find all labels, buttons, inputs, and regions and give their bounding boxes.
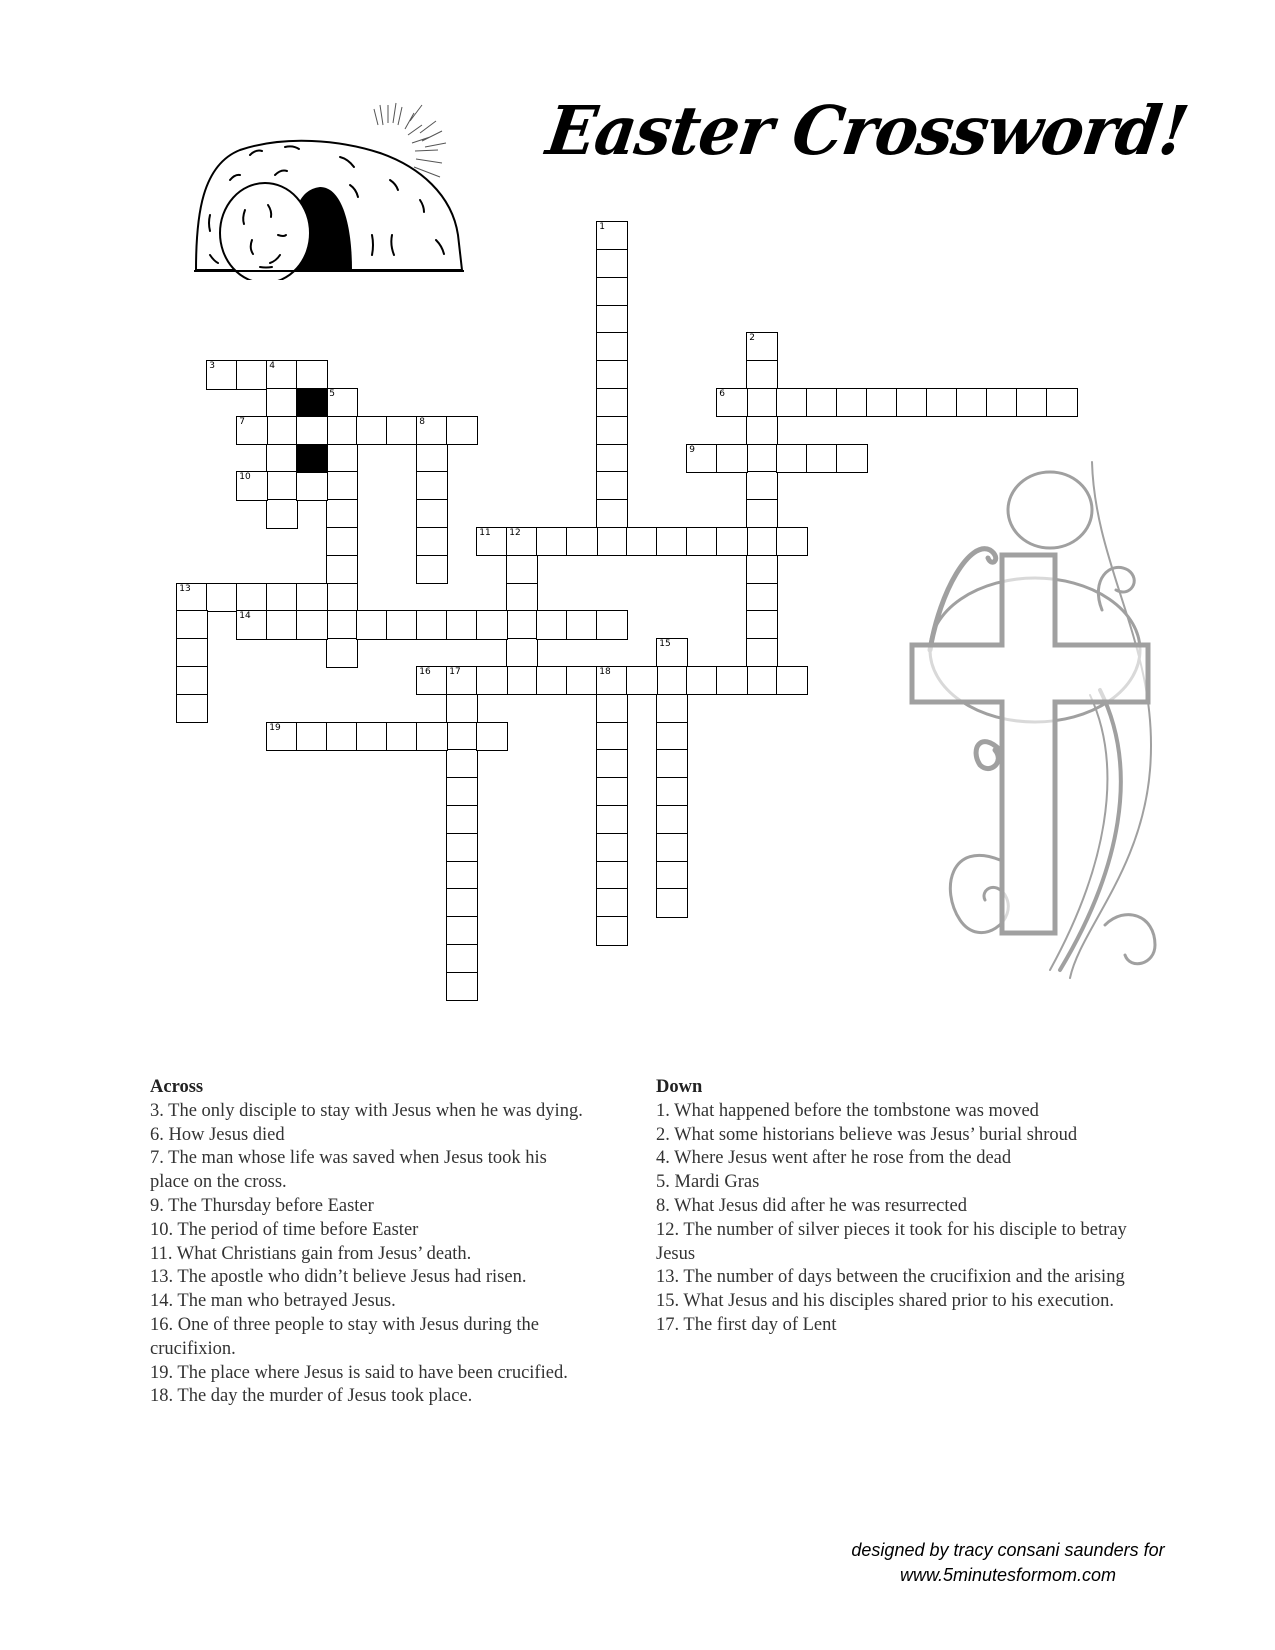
grid-cell[interactable] [266,416,298,445]
grid-cell[interactable] [716,666,748,695]
grid-cell[interactable] [596,416,628,445]
grid-cell[interactable] [806,388,838,417]
grid-cell[interactable] [596,471,628,500]
grid-cell[interactable] [596,305,628,334]
grid-cell[interactable] [326,499,358,528]
grid-cell[interactable] [746,610,778,639]
grid-cell[interactable] [746,388,778,417]
grid-cell[interactable] [536,527,568,556]
across-clue-3: 3. The only disciple to stay with Jesus when he was dying. [150,1100,583,1121]
grid-cell[interactable] [506,610,538,639]
grid-cell[interactable] [776,666,808,695]
clue-number: 10 [239,472,251,483]
clue-number: 1 [599,222,605,233]
grid-cell[interactable] [176,666,208,695]
down-clue-15: 15. What Jesus and his disciples shared prior to his execution. [656,1291,1114,1312]
grid-cell[interactable] [596,388,628,417]
grid-cell[interactable] [566,527,598,556]
clue-number: 11 [479,528,491,539]
grid-cell[interactable] [266,610,298,639]
grid-cell[interactable] [476,722,508,751]
grid-cell[interactable] [206,583,238,612]
grid-cell[interactable] [896,388,928,417]
page-title: Easter Crossword! [541,92,1193,171]
across-clue-10: 10. The period of time before Easter [150,1219,419,1240]
grid-cell[interactable] [326,527,358,556]
credit-line-1: designed by tracy consani saunders for [851,1540,1165,1560]
grid-cell[interactable] [506,666,538,695]
grid-cell[interactable] [266,499,298,528]
grid-cell[interactable] [326,583,358,612]
grid-cell[interactable] [296,471,328,500]
grid-cell[interactable] [416,471,448,500]
grid-cell[interactable] [596,360,628,389]
grid-cell[interactable] [506,638,538,667]
clue-number: 17 [449,667,461,678]
grid-cell[interactable] [596,332,628,361]
grid-cell[interactable] [476,666,508,695]
grid-cell[interactable] [596,833,628,862]
grid-cell[interactable] [326,555,358,584]
clue-number: 16 [419,667,431,678]
clue-number: 6 [719,389,725,400]
grid-cell[interactable] [566,610,598,639]
clue-number: 13 [179,583,191,594]
grid-cell[interactable] [446,777,478,806]
grid-cell[interactable] [506,583,538,612]
grid-cell[interactable] [476,610,508,639]
grid-cell[interactable] [296,610,328,639]
grid-cell[interactable] [1016,388,1048,417]
grid-cell[interactable] [176,583,208,612]
grid-cell[interactable] [266,583,298,612]
down-clue-2: 2. What some historians believe was Jesus’ burial shroud [656,1124,1078,1145]
grid-cell[interactable] [446,416,478,445]
clue-number: 15 [659,639,671,650]
down-clue-17: 17. The first day of Lent [656,1314,837,1335]
grid-cell[interactable] [716,388,748,417]
grid-cell[interactable] [326,722,358,751]
grid-cell[interactable] [416,666,448,695]
across-clues [150,1076,590,1409]
grid-cell[interactable] [566,666,598,695]
across-heading: Across [150,1077,204,1097]
across-clue-11: 11. What Christians gain from Jesus’ death. [150,1243,472,1264]
grid-cell[interactable] [236,583,268,612]
grid-cell[interactable] [446,694,478,723]
across-clue-6: 6. How Jesus died [150,1124,285,1145]
across-clue-16: 16. One of three people to stay with Jesus during the crucifixion. [150,1314,539,1359]
grid-cell[interactable] [266,388,298,417]
grid-cell[interactable] [176,610,208,639]
grid-cell[interactable] [296,722,328,751]
grid-cell[interactable] [536,610,568,639]
grid-cell[interactable] [776,444,808,473]
grid-cell[interactable] [416,444,448,473]
grid-cell[interactable] [386,722,418,751]
grid-cell[interactable] [446,888,478,917]
grid-cell[interactable] [506,555,538,584]
grid-cell[interactable] [656,527,688,556]
grid-cell[interactable] [656,805,688,834]
grid-cell[interactable] [656,694,688,723]
grid-cell[interactable] [746,360,778,389]
grid-cell[interactable] [326,388,358,417]
clue-number: 12 [509,528,521,539]
grid-cell[interactable] [416,722,448,751]
grid-cell[interactable] [836,444,868,473]
grid-cell[interactable] [596,527,628,556]
grid-cell[interactable] [386,416,418,445]
grid-cell[interactable] [956,388,988,417]
grid-cell[interactable] [266,444,298,473]
grid-cell[interactable] [446,833,478,862]
across-clue-13: 13. The apostle who didn’t believe Jesus had risen. [150,1267,527,1288]
grid-cell[interactable] [926,388,958,417]
grid-cell[interactable] [296,583,328,612]
grid-cell[interactable] [596,777,628,806]
grid-cell[interactable] [746,555,778,584]
grid-cell[interactable] [596,444,628,473]
clue-number: 3 [209,361,215,372]
clue-number: 19 [269,722,281,733]
clue-number: 18 [599,667,611,678]
grid-cell[interactable] [236,610,268,639]
grid-cell[interactable] [446,944,478,973]
grid-cell[interactable] [686,527,718,556]
across-clue-7: 7. The man whose life was saved when Jesus took his place on the cross. [150,1148,547,1193]
grid-cell[interactable] [836,388,868,417]
clue-number: 14 [239,611,251,622]
grid-cell[interactable] [236,471,268,500]
across-clue-18: 18. The day the murder of Jesus took place. [150,1386,473,1407]
grid-cell[interactable] [596,277,628,306]
grid-cell[interactable] [746,638,778,667]
grid-cell[interactable] [446,861,478,890]
grid-cell[interactable] [206,360,238,389]
grid-cell[interactable] [416,610,448,639]
grid-cell[interactable] [716,527,748,556]
grid-cell[interactable] [746,444,778,473]
grid-cell[interactable] [986,388,1018,417]
grid-cell[interactable] [266,471,298,500]
across-clue-14: 14. The man who betrayed Jesus. [150,1291,396,1312]
grid-cell[interactable] [656,777,688,806]
grid-cell[interactable] [416,555,448,584]
down-clue-13: 13. The number of days between the crucifixion and the arising [656,1267,1125,1288]
down-clue-4: 4. Where Jesus went after he rose from the dead [656,1148,1012,1169]
grid-cell[interactable] [356,722,388,751]
grid-cell[interactable] [596,610,628,639]
grid-cell[interactable] [596,722,628,751]
grid-cell[interactable] [656,861,688,890]
grid-cell[interactable] [596,749,628,778]
grid-cell[interactable] [266,360,298,389]
grid-cell[interactable] [656,749,688,778]
grid-cell[interactable] [1046,388,1078,417]
across-clue-9: 9. The Thursday before Easter [150,1195,374,1216]
grid-cell[interactable] [596,249,628,278]
grid-cell[interactable] [386,610,418,639]
credit [848,1538,1168,1588]
grid-cell[interactable] [296,360,328,389]
grid-cell[interactable] [476,527,508,556]
grid-cell[interactable] [446,666,478,695]
clue-number: 7 [239,416,245,427]
grid-cell[interactable] [776,527,808,556]
grid-cell[interactable] [326,610,358,639]
grid-cell[interactable] [446,805,478,834]
black-cell [296,388,328,417]
grid-cell[interactable] [596,694,628,723]
grid-cell[interactable] [596,666,628,695]
grid-cell[interactable] [626,527,658,556]
black-cell [296,444,328,473]
grid-cell[interactable] [746,332,778,361]
clue-number: 4 [269,361,275,372]
grid-cell[interactable] [416,416,448,445]
down-clue-1: 1. What happened before the tombstone was moved [656,1100,1039,1121]
grid-cell[interactable] [416,499,448,528]
grid-cell[interactable] [236,416,268,445]
grid-cell[interactable] [596,221,628,250]
grid-cell[interactable] [866,388,898,417]
clue-number: 8 [419,416,425,427]
grid-cell[interactable] [326,638,358,667]
grid-cell[interactable] [176,694,208,723]
grid-cell[interactable] [686,444,718,473]
clue-number: 5 [329,389,335,400]
down-clue-12: 12. The number of silver pieces it took for his disciple to betray Jesus [656,1219,1127,1264]
grid-cell[interactable] [806,444,838,473]
grid-cell[interactable] [236,360,268,389]
grid-cell[interactable] [326,416,358,445]
grid-cell[interactable] [596,499,628,528]
grid-cell[interactable] [656,638,688,667]
grid-cell[interactable] [626,666,658,695]
clue-number: 9 [689,444,695,455]
grid-cell[interactable] [746,666,778,695]
grid-cell[interactable] [596,805,628,834]
grid-cell[interactable] [356,416,388,445]
credit-line-2: www.5minutesformom.com [899,1565,1117,1585]
across-clue-19: 19. The place where Jesus is said to have been crucified. [150,1362,568,1383]
grid-cell[interactable] [596,861,628,890]
grid-cell[interactable] [326,444,358,473]
down-clues [656,1076,1146,1338]
grid-cell[interactable] [266,722,298,751]
grid-cell[interactable] [716,444,748,473]
grid-cell[interactable] [656,666,688,695]
grid-cell[interactable] [596,888,628,917]
grid-cell[interactable] [746,527,778,556]
grid-cell[interactable] [656,722,688,751]
grid-cell[interactable] [536,666,568,695]
grid-cell[interactable] [446,722,478,751]
grid-cell[interactable] [746,583,778,612]
grid-cell[interactable] [416,527,448,556]
grid-cell[interactable] [446,610,478,639]
grid-cell[interactable] [746,416,778,445]
grid-cell[interactable] [296,416,328,445]
grid-cell[interactable] [326,471,358,500]
grid-cell[interactable] [656,833,688,862]
grid-cell[interactable] [596,916,628,945]
grid-cell[interactable] [356,610,388,639]
grid-cell[interactable] [746,471,778,500]
grid-cell[interactable] [176,638,208,667]
grid-cell[interactable] [776,388,808,417]
clue-number: 2 [749,333,755,344]
grid-cell[interactable] [446,749,478,778]
down-clue-8: 8. What Jesus did after he was resurrected [656,1195,967,1216]
grid-cell[interactable] [746,499,778,528]
grid-cell[interactable] [506,527,538,556]
grid-cell[interactable] [656,888,688,917]
down-heading: Down [656,1077,703,1097]
grid-cell[interactable] [446,916,478,945]
down-clue-5: 5. Mardi Gras [656,1172,760,1193]
grid-cell[interactable] [446,972,478,1001]
grid-cell[interactable] [686,666,718,695]
